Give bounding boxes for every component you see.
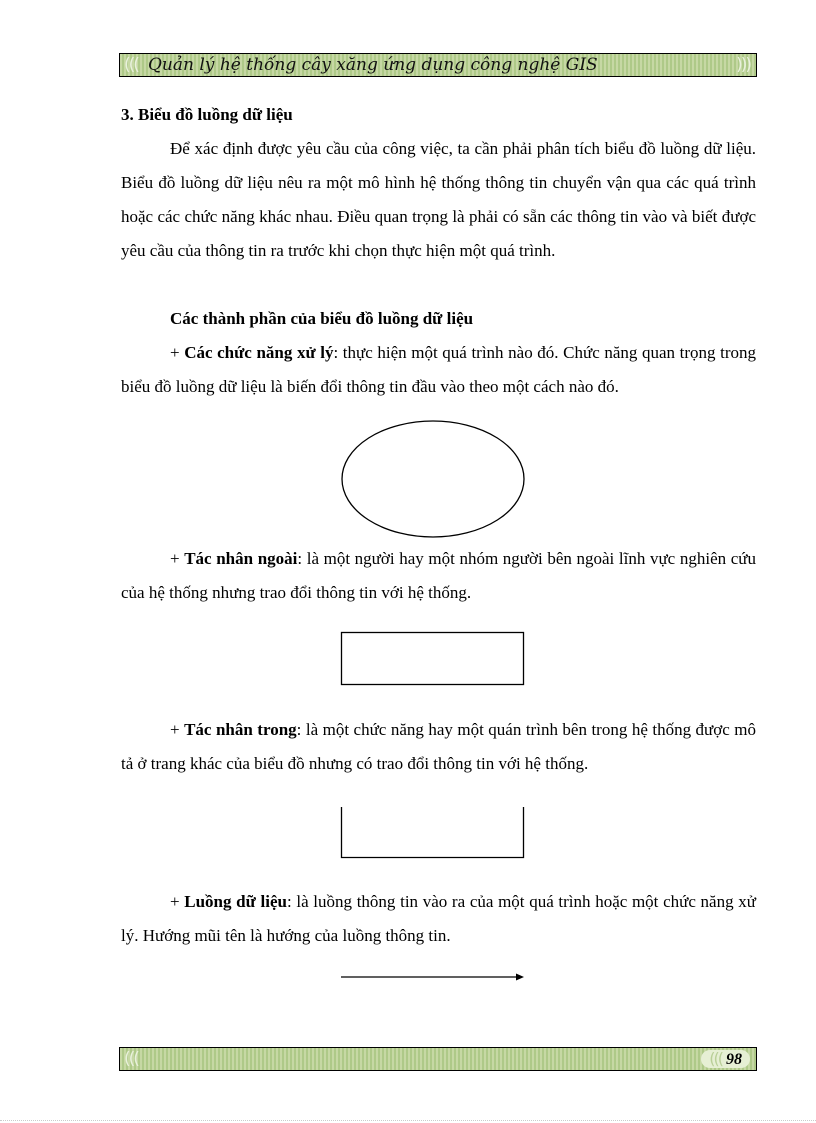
item-text: : thực hiện một quá trình nào đó. Chức năng quan trọng trong biểu đồ luồng dữ liệu là biến đổi thông tin đầu vào theo một cách nào đó. [121, 343, 756, 396]
item-prefix: + [170, 549, 185, 568]
item-processing-function [121, 336, 756, 404]
footer-band [119, 1047, 757, 1071]
page-number: 98 [726, 1051, 742, 1068]
item-prefix: + [170, 720, 185, 739]
header-paren-right: ))) [736, 55, 750, 75]
item-term: Tác nhân trong [184, 720, 297, 739]
item-prefix: + [170, 892, 185, 911]
item-text: : là luồng thông tin vào ra của một quá trình hoặc một chức năng xử lý. Hướng mũi tên là hướng của luồng thông tin. [121, 892, 756, 945]
internal-agent-open-rectangle-shape [340, 807, 526, 860]
process-ellipse-shape [339, 417, 527, 541]
item-term: Tác nhân ngoài [184, 549, 298, 568]
item-text: : là một chức năng hay một quán trình bên trong hệ thống được mô tả ở trang khác của biểu đồ nhưng có trao đổi thông tin với hệ thống. [121, 720, 757, 773]
data-flow-arrow-shape [340, 971, 526, 983]
header-band [119, 53, 757, 77]
footer-paren-left: ((( [124, 1049, 138, 1069]
header-paren-left: ((( [124, 55, 138, 75]
header-title: Quản lý hệ thống cây xăng ứng dụng công nghệ GIS [148, 55, 598, 75]
page-bottom-dotted-rule [0, 1120, 816, 1121]
item-data-flow [121, 885, 756, 953]
external-agent-rectangle-shape [340, 631, 526, 687]
item-term: Các chức năng xử lý [184, 343, 334, 362]
page-number-paren: ((( [709, 1049, 722, 1068]
item-prefix: + [170, 343, 185, 362]
components-heading: Các thành phần của biểu đồ luồng dữ liệu [170, 309, 474, 328]
item-internal-agent [121, 713, 756, 781]
item-external-agent [121, 542, 756, 610]
item-term: Luồng dữ liệu [184, 892, 287, 911]
item-text: : là một người hay một nhóm người bên ngoài lĩnh vực nghiên cứu của hệ thống nhưng trao đổi thông tin với hệ thống. [121, 549, 756, 602]
intro-paragraph: Để xác định được yêu cầu của công việc, ta cần phải phân tích biểu đồ luồng dữ liệu. Biểu đồ luồng dữ liệu nêu ra một mô hình hệ thống thông tin chuyển vận qua các quá trình hoặc các chức năng khác nhau. Điều quan trọng là phải có sẵn các thông tin vào và biết được yêu cầu của thông tin ra trước khi chọn thực hiện một quá trình. [121, 139, 756, 260]
page-number-badge [701, 1050, 750, 1068]
section-heading: 3. Biểu đồ luồng dữ liệu [121, 105, 293, 124]
